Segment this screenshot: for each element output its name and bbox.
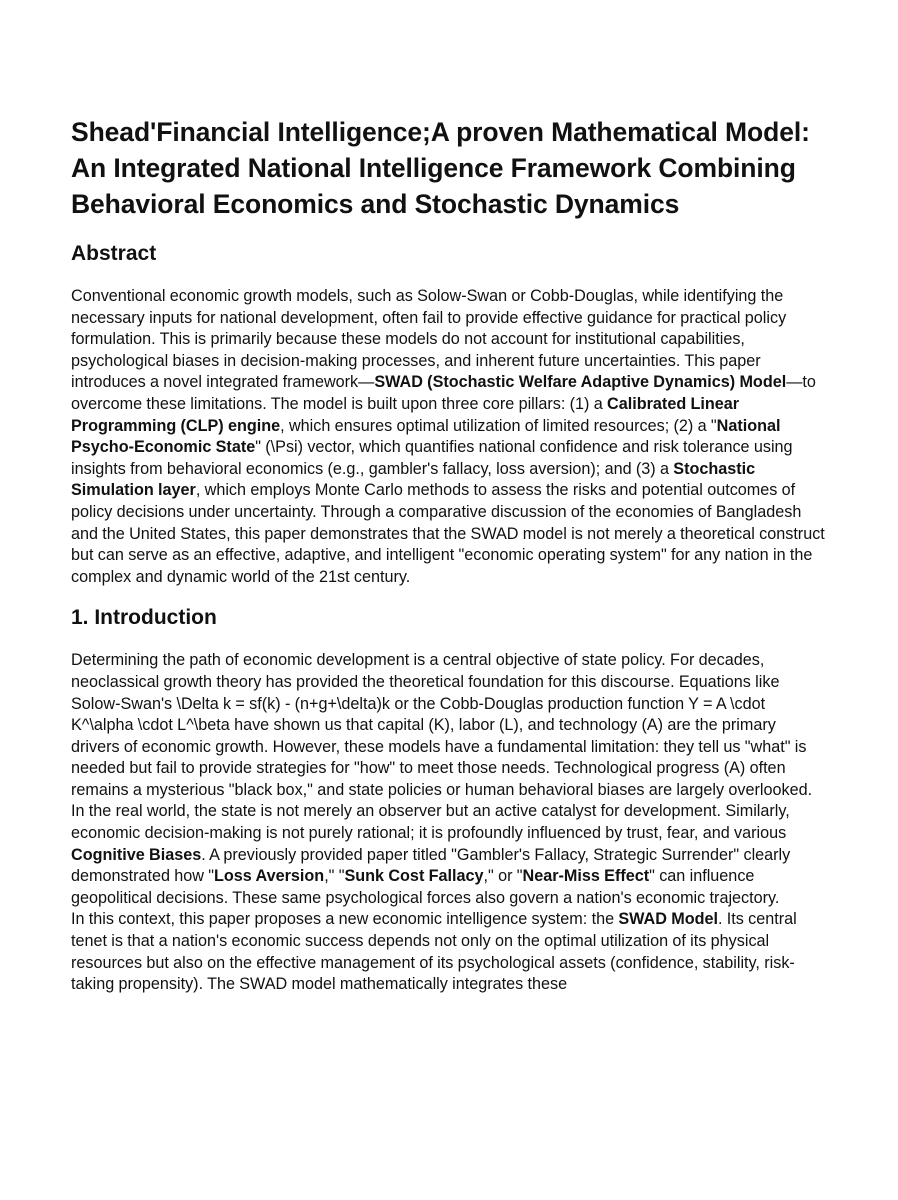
intro-bold-sunk-cost: Sunk Cost Fallacy [344, 867, 484, 886]
abstract-heading: Abstract [71, 242, 157, 265]
abstract-text: , which ensures optimal utilization of limited resources; (2) a " [280, 416, 717, 435]
intro-text: In the real world, the state is not merely an observer but an active catalyst for development. Similarly, economic decision-making is not purely rational; it is profoundly influenced by trust, fear, and various [71, 802, 790, 843]
abstract-text: Conventional economic growth models, such as Solow-Swan or Cobb-Douglas, while identifying the necessary inputs for national development, often fail to provide effective guidance for practical policy formulation. This is primarily because these models do not account for institutional capabilities, psychological biases in decision-making processes, and inherent future uncertainties. This paper introduces a novel integrated framework— [71, 287, 787, 392]
intro-text: . A previously provided paper titled "Gambler's Fallacy, Strategic Surrender" clearly demonstrated how " [71, 845, 791, 886]
intro-text: In this context, this paper proposes a new economic intelligence system: the [71, 910, 619, 929]
intro-paragraph-3 [71, 909, 826, 995]
intro-text: ," or " [483, 867, 523, 886]
abstract-bold-stochastic: Stochastic Simulation layer [71, 459, 756, 500]
intro-bold-cognitive-biases: Cognitive Biases [71, 845, 202, 864]
abstract-text: " (\Psi) vector, which quantifies national confidence and risk tolerance using insights from behavioral economics (e.g., gambler's fallacy, loss aversion); and (3) a [71, 438, 793, 478]
abstract-paragraph [71, 286, 826, 588]
intro-text: " can influence geopolitical decisions. These same psychological forces also govern a nation's economic trajectory. [71, 867, 780, 907]
abstract-bold-psycho: National Psycho-Economic State [71, 416, 781, 457]
intro-bold-loss-aversion: Loss Aversion [214, 867, 325, 886]
abstract-text: —to overcome these limitations. The model is built upon three core pillars: (1) a [71, 373, 816, 413]
intro-paragraph-1: Determining the path of economic development is a central objective of state policy. For decades, neoclassical growth theory has provided the theoretical foundation for this discourse. Equations like Solow-Swan's \Delta k = sf(k) - (n+g+\delta)k or the Cobb-Douglas production function Y = A \cdot K^\alpha \cdot L^\beta have shown us that capital (K), labor (L), and technology (A) are the primary drivers of economic growth. However, these models have a fundamental limitation: they tell us "what" is needed but fail to provide strategies for "how" to meet those needs. Technological progress (A) often remains a mysterious "black box," and state policies or human behavioral biases are largely overlooked. [71, 651, 813, 799]
intro-text: . Its central tenet is that a nation's economic success depends not only on the optimal utilization of its physical resources but also on the effective management of its psychological assets (confidence, stability, risk-taking propensity). The SWAD model mathematically integrates these [71, 910, 797, 994]
abstract-bold-swad: SWAD (Stochastic Welfare Adaptive Dynamics) Model [374, 373, 787, 392]
intro-text: ," " [324, 867, 345, 886]
abstract-text: , which employs Monte Carlo methods to assess the risks and potential outcomes of policy decisions under uncertainty. Through a comparative discussion of the economies of Bangladesh and the United States, this paper demonstrates that the SWAD model is not merely a theoretical construct but can serve as an effective, adaptive, and intelligent "economic operating system" for any nation in the complex and dynamic world of the 21st century. [71, 481, 825, 586]
intro-paragraph-2 [71, 801, 826, 909]
intro-bold-swad-model: SWAD Model [618, 910, 718, 929]
introduction-heading: 1. Introduction [71, 606, 217, 630]
paper-title: Shead'Financial Intelligence;A proven Mathematical Model: An Integrated National Intelligence Framework Combining Behavioral Economics and Stochastic Dynamics [71, 117, 810, 219]
abstract-bold-clp: Calibrated Linear Programming (CLP) engine [71, 394, 740, 435]
intro-bold-near-miss: Near-Miss Effect [522, 867, 650, 886]
